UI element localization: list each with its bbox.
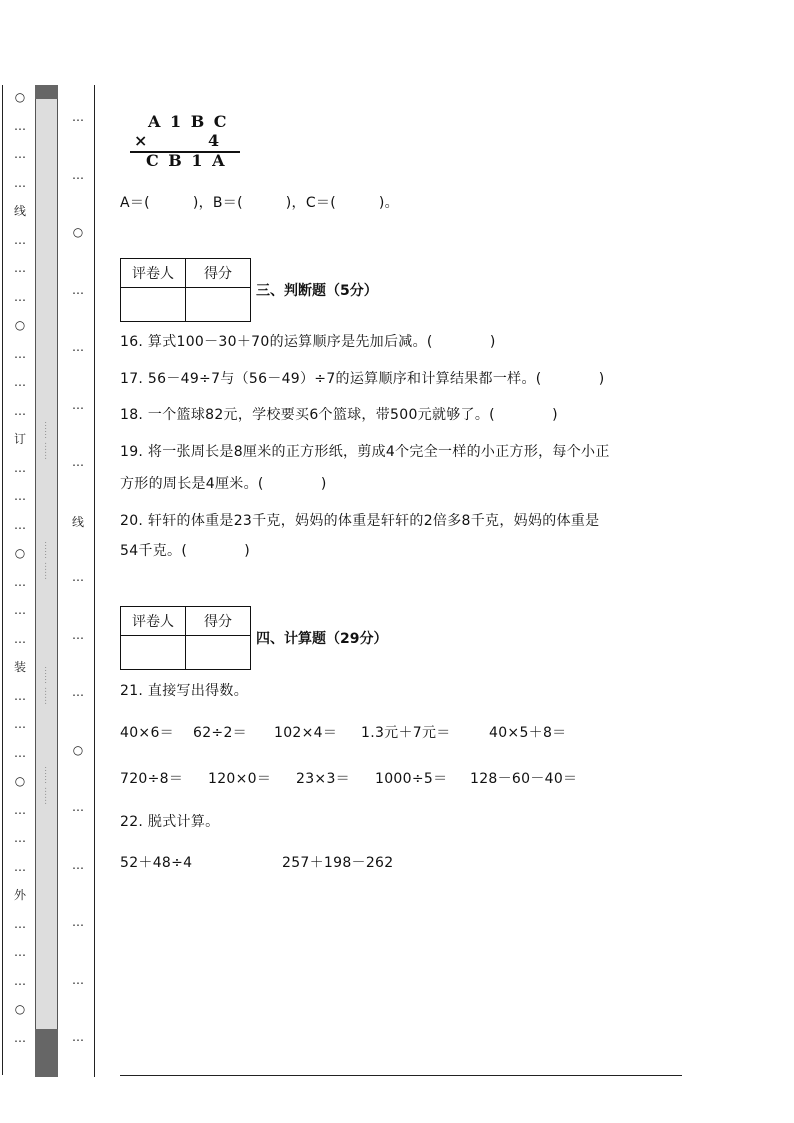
mult-row-1: A 1 B C	[148, 112, 229, 131]
oral-calc-item: 120×0＝	[208, 771, 272, 787]
score-table	[120, 606, 251, 670]
binding-mark: …	[14, 403, 26, 418]
grader-cell[interactable]	[121, 636, 186, 670]
binding-mark: …	[72, 800, 84, 814]
footer-rule	[120, 1075, 682, 1076]
question-21: 21. 直接写出得数。	[120, 683, 249, 699]
binding-mark: …	[72, 340, 84, 354]
binding-mark: …	[14, 859, 26, 874]
margin-border-line	[2, 85, 3, 1075]
binding-mark: …	[72, 1030, 84, 1044]
question-22: 22. 脱式计算。	[120, 814, 220, 830]
strip-dots: …… ……	[42, 666, 52, 705]
score-cell[interactable]	[186, 288, 251, 322]
binding-mark: …	[14, 802, 26, 817]
binding-mark: ○	[14, 318, 26, 332]
binding-mark: …	[14, 945, 26, 959]
binding-mark: ○	[14, 546, 26, 560]
binding-mark: …	[72, 110, 84, 124]
binding-strip	[35, 85, 58, 1077]
binding-mark: …	[14, 175, 26, 190]
binding-mark: …	[14, 232, 26, 247]
binding-mark: …	[14, 460, 26, 475]
grader-cell[interactable]	[121, 288, 186, 322]
question-20-line-2: 54千克。( )	[120, 543, 251, 559]
binding-mark: ○	[14, 1002, 26, 1016]
binding-mark: …	[14, 973, 26, 988]
binding-mark: …	[72, 972, 84, 987]
section-3-title: 三、判断题（5分）	[256, 283, 378, 299]
mult-operator: ×	[134, 131, 148, 150]
binding-mark: …	[72, 282, 84, 297]
binding-outer-column	[12, 90, 28, 1059]
section-4-title: 四、计算题（29分）	[256, 631, 388, 647]
binding-mark: 外	[13, 888, 26, 902]
oral-calc-item: 1.3元＋7元＝	[361, 725, 451, 741]
binding-mark: …	[72, 570, 84, 584]
oral-calc-item: 1000÷5＝	[375, 771, 448, 787]
binding-mark: ○	[14, 90, 26, 104]
margin-rule	[94, 85, 95, 1077]
stepwise-calc-item: 257＋198－262	[282, 855, 394, 871]
binding-mark: …	[14, 261, 26, 275]
question-20-line-1: 20. 轩轩的体重是23千克，妈妈的体重是轩轩的2倍多8千克，妈妈的体重是	[120, 513, 600, 529]
binding-mark: 装	[13, 660, 26, 674]
grader-label: 评卷人	[121, 259, 186, 288]
binding-mark: …	[72, 915, 84, 929]
binding-mark: …	[14, 574, 26, 589]
oral-calc-item: 40×6＝	[120, 725, 174, 741]
score-label: 得分	[186, 259, 251, 288]
mult-row-2: 4	[208, 131, 220, 150]
strip-cap-bottom	[35, 1029, 58, 1077]
binding-mark: ○	[72, 742, 84, 757]
binding-mark: …	[72, 455, 84, 469]
oral-calc-item: 128－60－40＝	[470, 771, 578, 787]
binding-mark: …	[72, 397, 84, 412]
strip-dots: …… ……	[42, 421, 52, 460]
strip-dots: …… ……	[42, 766, 52, 805]
strip-cap-top	[35, 85, 58, 99]
binding-inner-column	[70, 110, 86, 1088]
strip-dots: …… ……	[42, 541, 52, 580]
binding-mark: …	[72, 685, 84, 699]
binding-mark: …	[14, 831, 26, 845]
binding-mark: …	[14, 489, 26, 503]
binding-mark: …	[72, 627, 84, 642]
binding-mark: …	[14, 916, 26, 931]
answer-line: A＝( )，B＝( )，C＝( )。	[120, 195, 399, 211]
binding-mark: …	[14, 147, 26, 161]
binding-mark: …	[14, 289, 26, 304]
binding-mark: …	[14, 517, 26, 532]
binding-mark: …	[14, 1030, 26, 1045]
binding-mark: …	[14, 717, 26, 731]
binding-mark: ○	[72, 225, 84, 239]
binding-mark: …	[72, 857, 84, 872]
score-table	[120, 258, 251, 322]
oral-calc-item: 102×4＝	[274, 725, 338, 741]
binding-mark: …	[14, 346, 26, 361]
stepwise-calc-item: 52＋48÷4	[120, 855, 193, 871]
binding-mark: 订	[13, 432, 26, 446]
oral-calc-item: 720÷8＝	[120, 771, 184, 787]
binding-mark: 线	[71, 514, 84, 529]
binding-mark: …	[14, 118, 26, 133]
score-label: 得分	[186, 607, 251, 636]
oral-calc-item: 40×5＋8＝	[489, 725, 567, 741]
oral-calc-item: 62÷2＝	[193, 725, 247, 741]
question-19-line-2: 方形的周长是4厘米。( )	[120, 476, 327, 492]
binding-mark: …	[14, 688, 26, 703]
mult-result: C B 1 A	[146, 151, 227, 170]
question-19-line-1: 19. 将一张周长是8厘米的正方形纸，剪成4个完全一样的小正方形，每个小正	[120, 444, 610, 460]
binding-mark: …	[14, 375, 26, 389]
binding-mark: …	[14, 631, 26, 646]
binding-mark: …	[14, 603, 26, 617]
question-17: 17. 56－49÷7与（56－49）÷7的运算顺序和计算结果都一样。( )	[120, 371, 605, 387]
binding-mark: 线	[13, 204, 26, 218]
question-16: 16. 算式100－30＋70的运算顺序是先加后减。( )	[120, 334, 496, 350]
binding-mark: …	[14, 745, 26, 760]
score-cell[interactable]	[186, 636, 251, 670]
binding-mark: …	[72, 167, 84, 182]
oral-calc-item: 23×3＝	[296, 771, 350, 787]
question-18: 18. 一个篮球82元，学校要买6个篮球，带500元就够了。( )	[120, 407, 558, 423]
grader-label: 评卷人	[121, 607, 186, 636]
binding-mark: ○	[14, 774, 26, 788]
